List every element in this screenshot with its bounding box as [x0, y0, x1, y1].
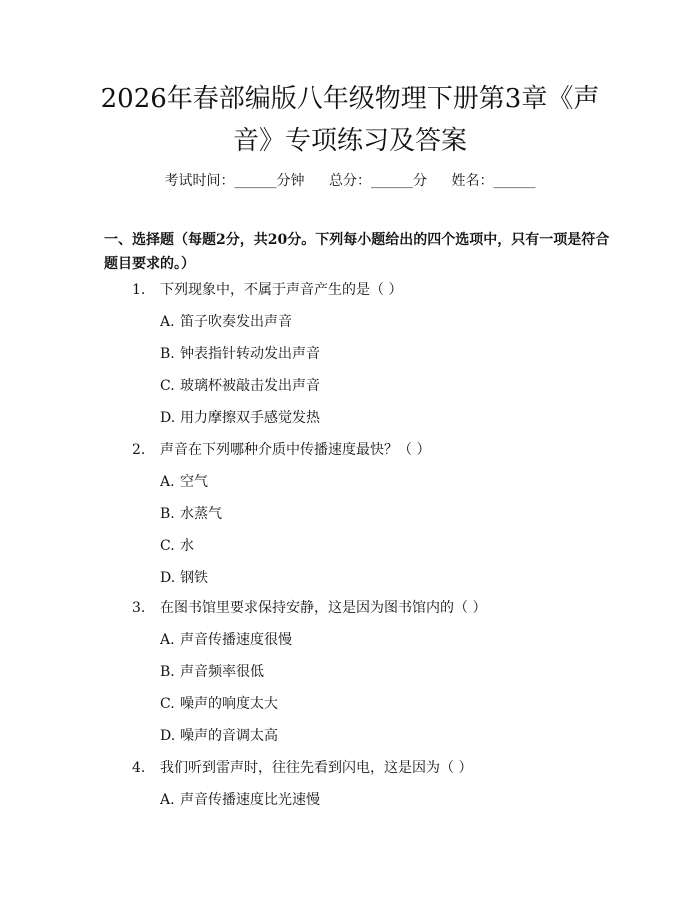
question-text: 声音在下列哪种介质中传播速度最快？（ ）	[160, 442, 431, 458]
question-text: 下列现象中，不属于声音产生的是（ ）	[160, 282, 403, 298]
option-letter: A.	[160, 632, 175, 648]
question-text: 我们听到雷声时，往往先看到闪电，这是因为（ ）	[160, 760, 473, 776]
q3-option-b	[160, 662, 264, 682]
option-text: 水蒸气	[180, 506, 222, 522]
exam-info-line	[0, 170, 700, 190]
q2-option-c	[160, 536, 194, 556]
option-text: 噪声的响度太大	[180, 696, 278, 712]
option-text: 声音传播速度比光速慢	[180, 792, 320, 808]
question-number: 3.	[132, 600, 146, 616]
option-letter: A.	[160, 792, 175, 808]
option-text: 用力摩擦双手感觉发热	[180, 410, 320, 426]
option-letter: A.	[160, 314, 175, 330]
q4-option-a	[160, 790, 320, 810]
exam-time-field: 考试时间：______分钟	[164, 173, 305, 189]
question-2	[132, 440, 430, 460]
q1-option-c	[160, 376, 320, 396]
question-3	[132, 598, 486, 618]
option-letter: C.	[160, 696, 175, 712]
q2-option-b	[160, 504, 222, 524]
section-heading: 一、选择题（每题2分，共20分。下列每小题给出的四个选项中，只有一项是符合题目要求的。）	[104, 232, 610, 272]
student-name-field: 姓名：______	[451, 173, 536, 189]
q1-option-b	[160, 344, 320, 364]
option-text: 钟表指针转动发出声音	[180, 346, 320, 362]
option-text: 钢铁	[180, 570, 208, 586]
question-1	[132, 280, 402, 300]
total-score-field: 总分：______分	[329, 173, 427, 189]
option-letter: B.	[160, 346, 175, 362]
question-number: 4.	[132, 760, 146, 776]
option-text: 空气	[180, 474, 208, 490]
q2-option-d	[160, 568, 208, 588]
option-letter: C.	[160, 378, 175, 394]
option-letter: D.	[160, 728, 176, 744]
q1-option-a	[160, 312, 292, 332]
question-text: 在图书馆里要求保持安静，这是因为图书馆内的（ ）	[160, 600, 487, 616]
option-text: 水	[180, 538, 194, 554]
option-text: 噪声的音调太高	[180, 728, 278, 744]
option-text: 声音频率很低	[180, 664, 264, 680]
document-title: 2026年春部编版八年级物理下册第3章《声音》专项练习及答案	[100, 84, 600, 156]
q2-option-a	[160, 472, 208, 492]
option-letter: A.	[160, 474, 175, 490]
option-letter: B.	[160, 506, 175, 522]
option-letter: D.	[160, 410, 176, 426]
question-number: 1.	[132, 282, 146, 298]
q3-option-c	[160, 694, 278, 714]
q3-option-d	[160, 726, 278, 746]
question-number: 2.	[132, 442, 146, 458]
question-4	[132, 758, 472, 778]
option-text: 声音传播速度很慢	[180, 632, 292, 648]
option-letter: B.	[160, 664, 175, 680]
option-text: 玻璃杯被敲击发出声音	[180, 378, 320, 394]
option-letter: D.	[160, 570, 176, 586]
q1-option-d	[160, 408, 320, 428]
option-letter: C.	[160, 538, 175, 554]
option-text: 笛子吹奏发出声音	[180, 314, 292, 330]
q3-option-a	[160, 630, 292, 650]
